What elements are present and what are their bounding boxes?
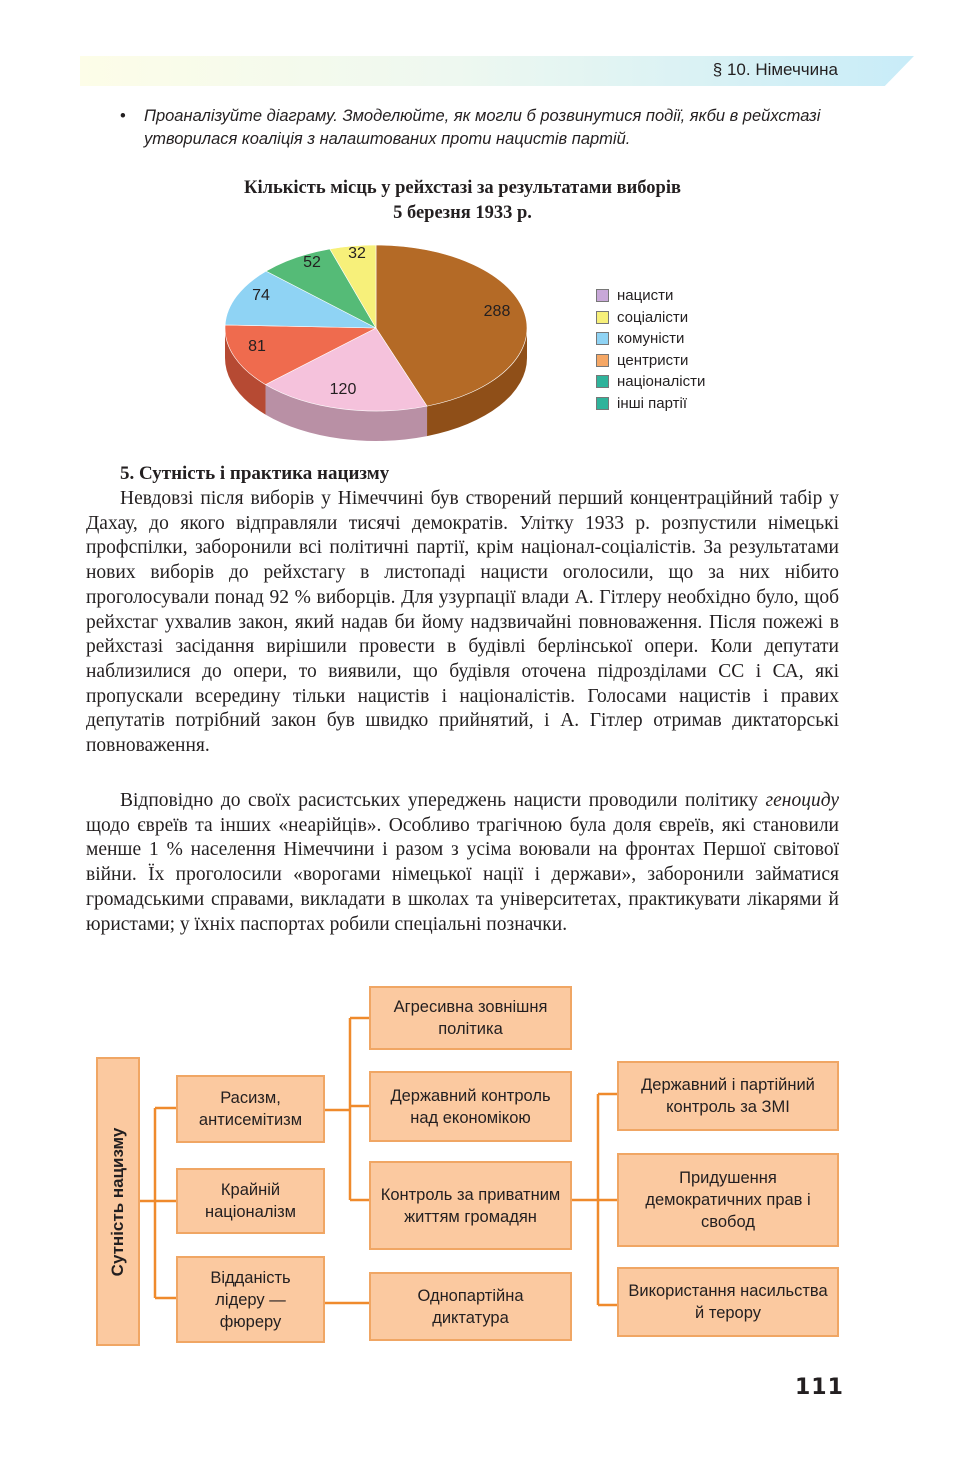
running-header: § 10. Німеччина	[712, 60, 838, 79]
pie-label-52: 52	[303, 254, 321, 271]
pie-label-288: 288	[483, 303, 511, 320]
box-racism: Расизм, антисемітизм	[176, 1075, 325, 1143]
box-one-party: Однопартійна диктатура	[369, 1272, 572, 1341]
box-leader-devotion: Відданість лідеру — фюреру	[176, 1256, 325, 1343]
pie-label-74: 74	[252, 287, 270, 304]
legend-label: комуністи	[617, 330, 685, 348]
chart-title-line-1: Кількість місць у рейхстазі за результатами виборів	[244, 178, 681, 198]
box-nationalism: Крайній націоналізм	[176, 1168, 325, 1234]
section-heading: 5. Сутність і практика нацизму	[120, 463, 390, 484]
paragraph-1: Невдовзі після виборів у Німеччині був створений перший концентраційний табір у Дахау, до якого відправляли тисячі демократів. Улітку 1933 р. розпустили німецькі профспілки, заборонили всі політичні партії, крім націонал-соціалістів. За результатами нових виборів до рейхстагу в листопаді нацисти оголосили, що за них нібито проголосували понад 92 % виборців. Для узурпації влади А. Гітлеру необхідно було, щоб рейхстаг ухвалив закон, який надав би йому надзвичайні повноваження. Після пожежі в рейхстазі засідання вирішили провести в будівлі берлінської опери. Коли депутати наблизилися до опери, то виявили, що будівля оточена підрозділами СС і СА, які пропускали всередину тільки нацистів і націоналістів. Голосами нацистів і правих депутатів потрібний закон був швидко прийнятий, і А. Гітлер отримав диктаторські повноваження.	[86, 488, 839, 757]
legend-label: інші партії	[617, 394, 687, 412]
box-media-control: Державний і партійний контроль за ЗМІ	[617, 1061, 839, 1131]
diagram-root-box	[96, 1057, 140, 1346]
pie-label-81: 81	[248, 338, 266, 355]
pie-label-32: 32	[348, 245, 366, 262]
legend-label: соціалісти	[617, 308, 689, 326]
box-private-life-control: Контроль за приватним життям громадян	[369, 1161, 572, 1250]
term-genocide: геноциду	[765, 790, 839, 811]
legend-label: центристи	[617, 351, 689, 369]
page-number: 111	[795, 1375, 844, 1400]
bullet-mark: •	[120, 107, 126, 125]
box-economy-control: Державний контроль над економікою	[369, 1071, 572, 1142]
chart-title-line-2: 5 березня 1933 р.	[393, 203, 532, 223]
box-rights-suppression: Придушення демократичних прав і свобод	[617, 1153, 839, 1247]
box-terror: Використання насильства й терору	[617, 1267, 839, 1337]
paragraph-2-start: Відповідно до своїх расистських упереджень нацисти проводили політику	[120, 790, 766, 811]
diagram-root-label: Сутність нацизму	[108, 1127, 127, 1276]
pie-label-120: 120	[329, 381, 357, 398]
paragraph-2-end: щодо євреїв та інших «неарійців». Особливо трагічною була доля євреїв, які становили менше 1 % населення Німеччини і разом з усіма воювали на фронтах Першої світової війни. Їх проголосили «ворогами німецької нації і держави», заборонили займатися громадськими справами, викладати в школах та університетах, практикувати лікарями й юристами; у їхніх паспортах робили спеціальні позначки.	[86, 814, 839, 935]
box-aggressive-policy: Агресивна зовнішня політика	[369, 986, 572, 1050]
task-text: Проаналізуйте діаграму. Змоделюйте, як могли б розвинутися події, якби в рейхстазі утворилася коаліція з налаштованих проти нацистів партій.	[144, 107, 821, 148]
legend-label: нацисти	[617, 287, 674, 305]
legend-label: націоналісти	[617, 373, 706, 391]
